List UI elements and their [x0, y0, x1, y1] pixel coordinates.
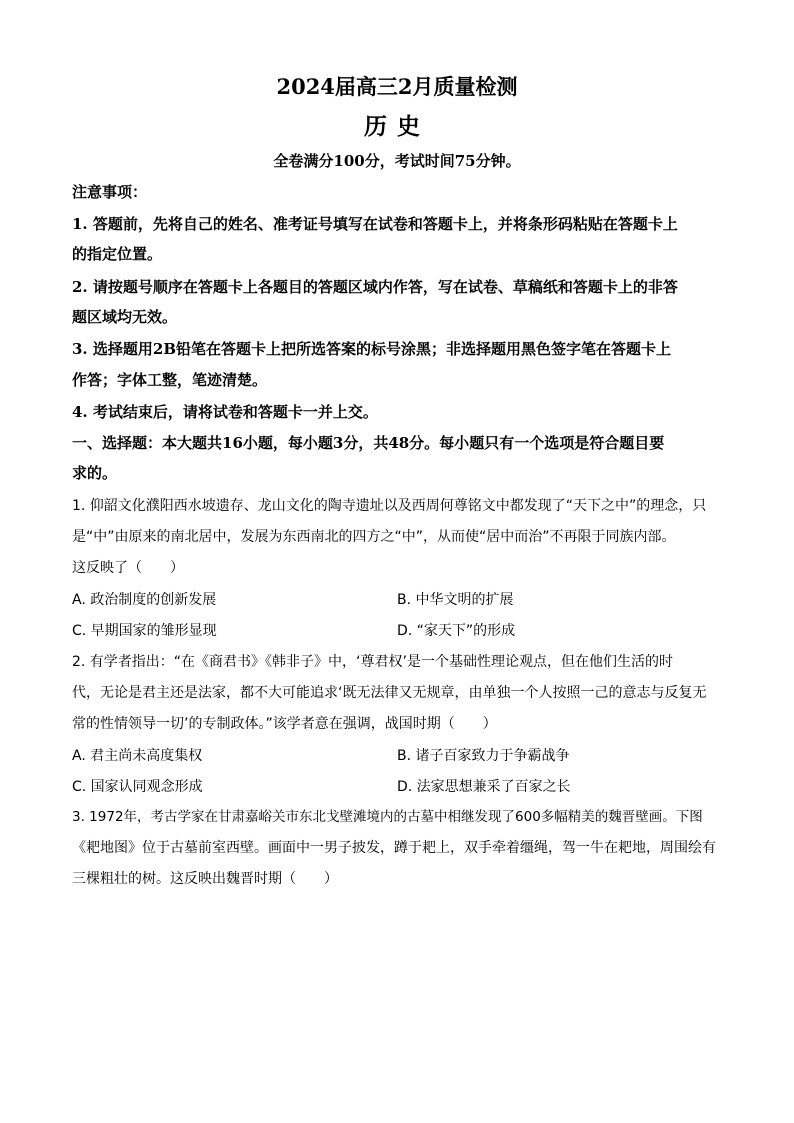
- note-line: 3. 选择题用2B铅笔在答题卡上把所选答案的标号涂黑；非选择题用黑色签字笔在答题卡上: [72, 340, 672, 358]
- question-2-option-d[interactable]: D. 法家思想兼采了百家之长: [397, 779, 571, 795]
- question-1-option-b[interactable]: B. 中华文明的扩展: [397, 592, 514, 608]
- question-1-option-c[interactable]: C. 早期国家的雏形显现: [72, 623, 217, 639]
- note-line: 作答；字体工整，笔迹清楚。: [72, 371, 268, 389]
- question-2-text: 常的性情领导一切’的专制政体。”该学者意在强调，战国时期（ ）: [72, 716, 497, 732]
- note-line: 的指定位置。: [72, 245, 163, 263]
- note-line: 4. 考试结束后，请将试卷和答题卡一并上交。: [72, 403, 378, 421]
- question-1-text: 这反映了（ ）: [72, 560, 184, 576]
- note-line: 题区域均无效。: [72, 308, 178, 326]
- question-1-option-d[interactable]: D. “家天下”的形成: [397, 623, 516, 639]
- note-line: 1. 答题前，先将自己的姓名、准考证号填写在试卷和答题卡上，并将条形码粘贴在答题卡上: [72, 215, 678, 233]
- question-2-text: 代，无论是君主还是法家，都不大可能追求‘既无法律又无规章，由单独一个人按照一己的意志与反复无: [72, 685, 707, 701]
- note-line: 2. 请按题号顺序在答题卡上各题目的答题区域内作答，写在试卷、草稿纸和答题卡上的非答: [72, 278, 678, 296]
- question-2-option-c[interactable]: C. 国家认同观念形成: [72, 779, 203, 795]
- question-2-option-b[interactable]: B. 诸子百家致力于争霸战争: [397, 748, 570, 764]
- section-heading-cont: 求的。: [72, 464, 118, 482]
- section-heading: 一、选择题：本大题共16小题，每小题3分，共48分。每小题只有一个选项是符合题目要: [72, 434, 665, 452]
- subject-title: 历史: [364, 113, 430, 140]
- question-3-text: 三棵粗壮的树。这反映出魏晋时期（ ）: [72, 871, 338, 887]
- question-1-text: 1. 仰韶文化濮阳西水坡遗存、龙山文化的陶寺遗址以及西周何尊铭文中都发现了“天下之中”的理念，只: [72, 498, 707, 514]
- question-2-text: 2. 有学者指出：“在《商君书》《韩非子》中，‘尊君权’是一个基础性理论观点，但在他们生活的时: [72, 654, 673, 670]
- question-3-text: 《耙地图》位于古墓前室西壁。画面中一男子披发，蹲于耙上，双手牵着缰绳，驾一牛在耙地，周围绘有: [72, 840, 716, 856]
- exam-info: 全卷满分100分，考试时间75分钟。: [273, 152, 521, 170]
- exam-title: 2024届高三2月质量检测: [276, 74, 518, 99]
- question-1-option-a[interactable]: A. 政治制度的创新发展: [72, 592, 217, 608]
- question-3-text: 3. 1972年，考古学家在甘肃嘉峪关市东北戈壁滩境内的古墓中相继发现了600多幅精美的魏晋壁画。下图: [72, 809, 703, 825]
- notes-heading: 注意事项：: [72, 183, 148, 201]
- question-1-text: 是“中”由原来的南北居中，发展为东西南北的四方之“中”，从而使“居中而治”不再限于同族内部。: [72, 529, 676, 545]
- question-2-option-a[interactable]: A. 君主尚未高度集权: [72, 748, 203, 764]
